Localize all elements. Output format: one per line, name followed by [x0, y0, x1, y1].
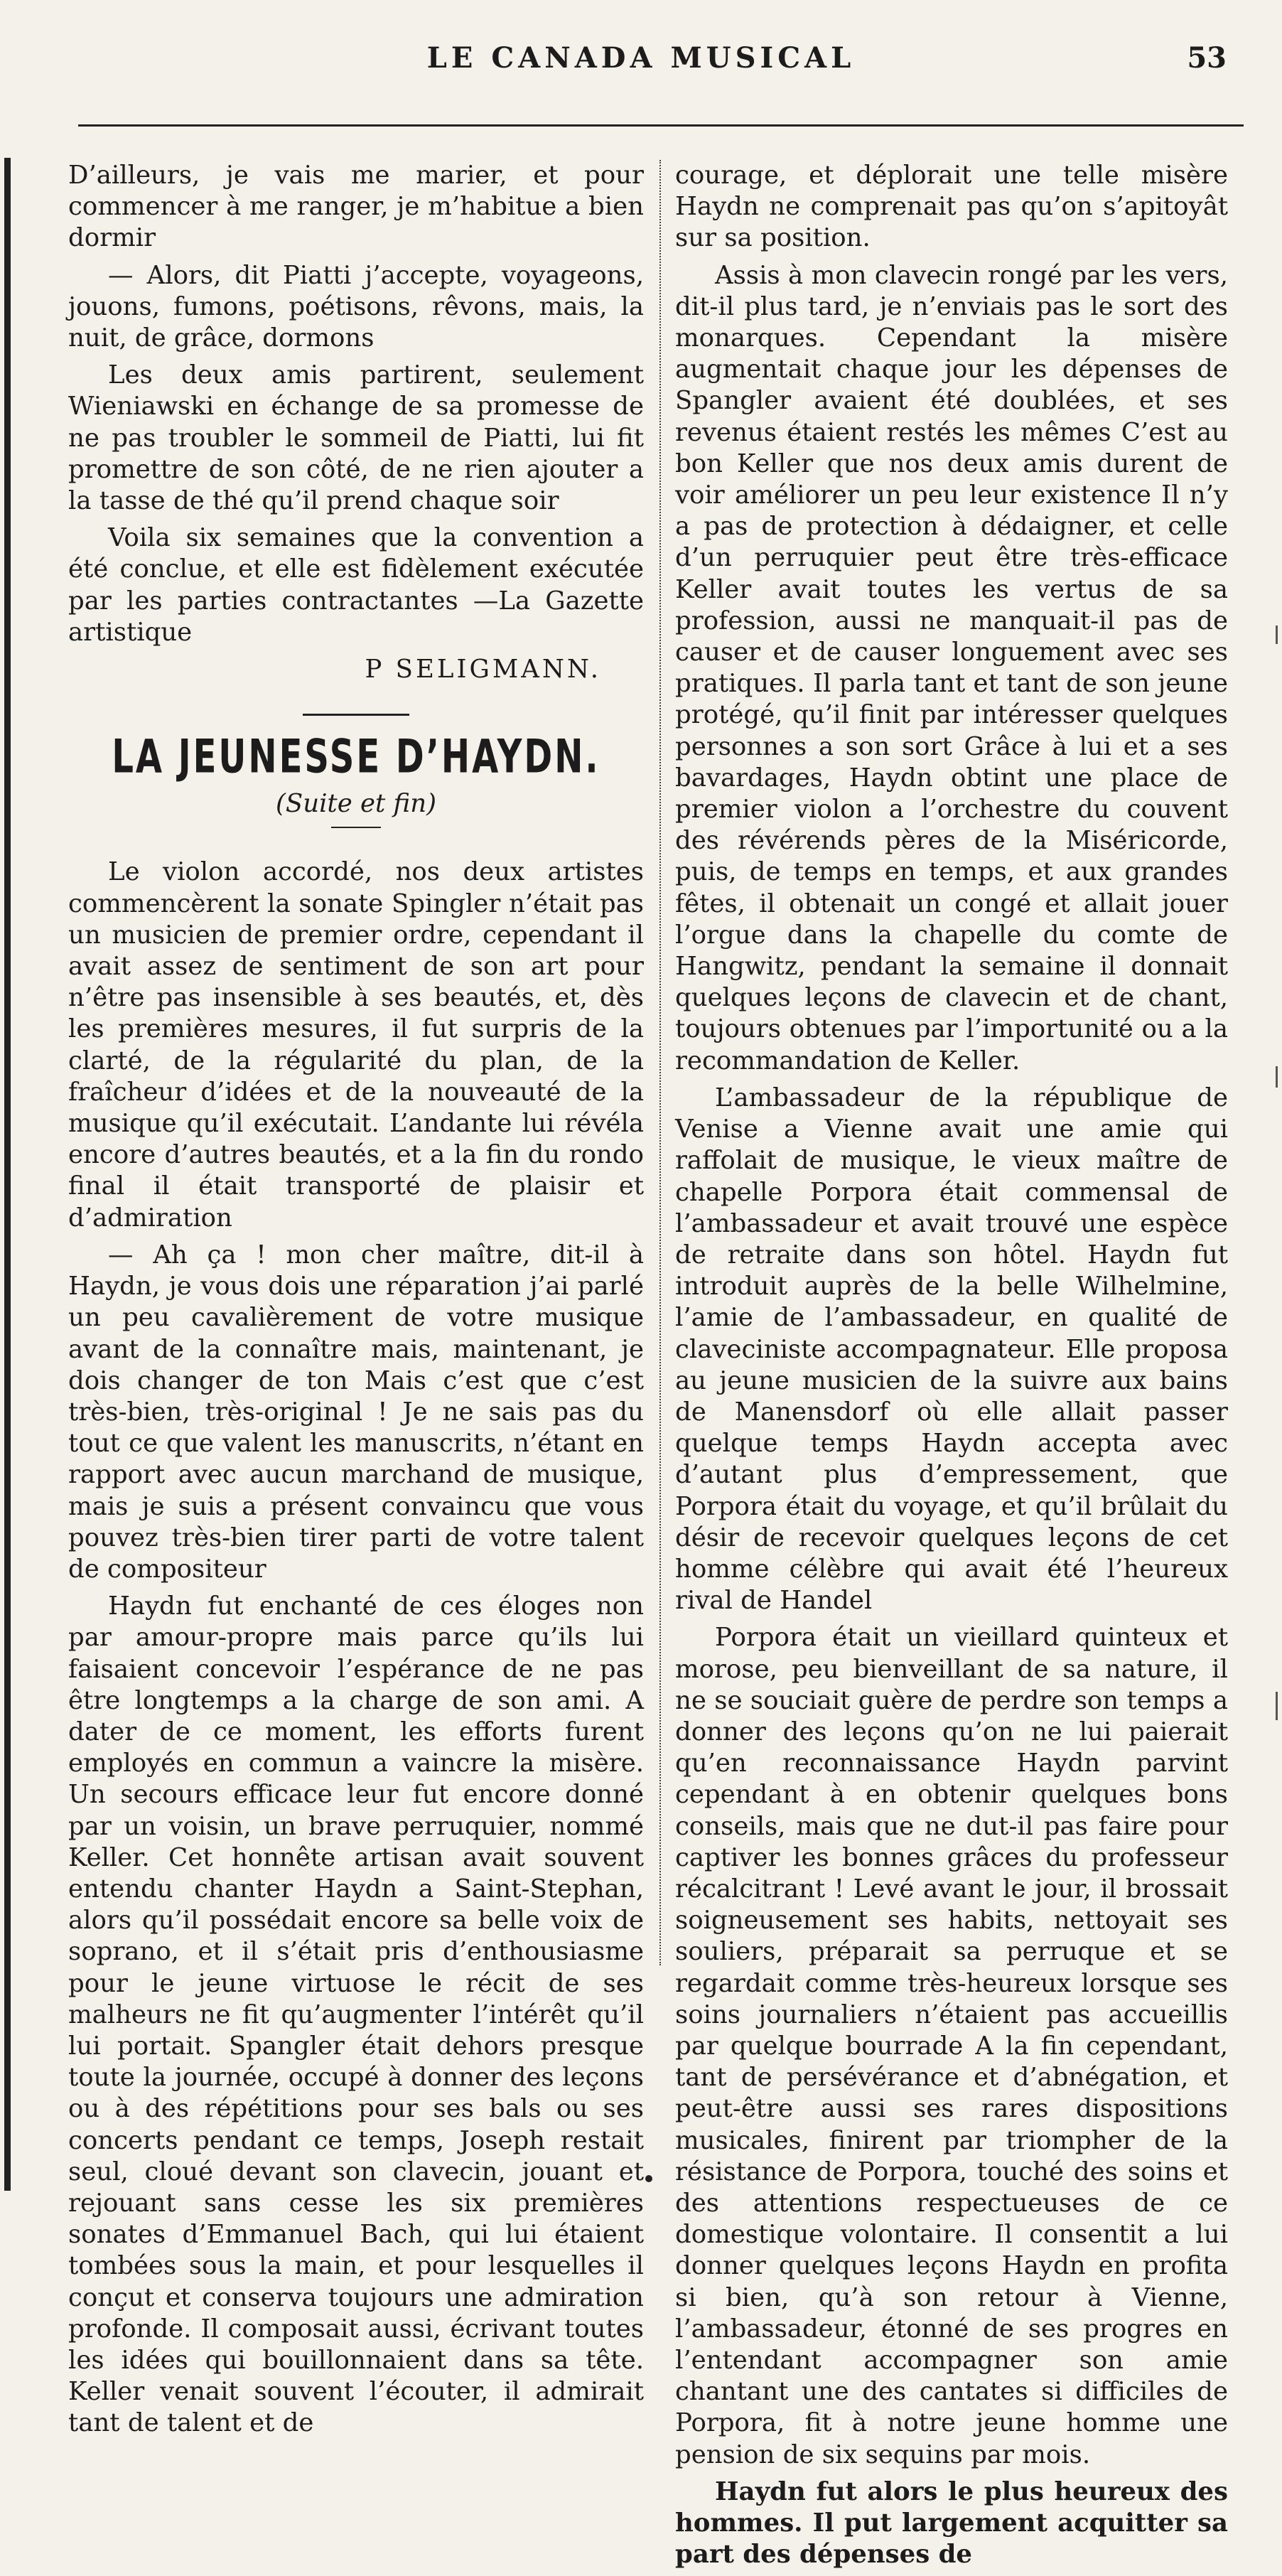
- paragraph: — Ah ça ! mon cher maître, dit-il à Haydn, je vous dois une réparation j’ai parlé un peu cavalièrement de votre musique avant de la connaître mais, maintenant, je dois changer de ton Mais c’est que c’est très-bien, très-original ! Je ne sais pas du tout ce que valent les manuscrits, n’étant en rapport avec aucun marchand de musique, mais je suis a présent convaincu que vous pouvez très-bien tirer parti de votre talent de compositeur: [68, 1240, 644, 1584]
- article-subtitle: (Suite et fin): [276, 789, 436, 819]
- paragraph: Porpora était un vieillard quinteux et morose, peu bienveillant de sa nature, il ne se souciait guère de perdre son temps a donner des leçons qu’on ne lui paierait qu’en reconnaissance Haydn parvint cependant à en obtenir quelques bons conseils, mais que ne dut-il pas faire pour captiver les bonnes grâces du professeur récalcitrant ! Levé avant le jour, il brossait soigneusement ses habits, nettoyait ses souliers, préparait sa perruque et se regardait comme très-heureux lorsque ses soins journaliers n’étaient pas accueillis par quelque bourrade A la fin cependant, tant de persévérance et d’abnégation, et peut-être aussi ses rares dispositions musicales, finirent par triompher de la résistance de Porpora, touché des soins et des attentions respectueuses de ce domestique volontaire. Il consentit a lui donner quelques leçons Haydn en profita si bien, qu’à son retour à Vienne, l’ambassadeur, étonné de ses progres en l’entendant accompagner son amie chantant une des cantates si difficiles de Porpora, fit à notre jeune homme une pension de six sequins par mois.: [675, 1623, 1228, 2469]
- page-number: 53: [1187, 41, 1227, 75]
- edge-mark: [1276, 626, 1278, 644]
- paragraph: D’ailleurs, je vais me marier, et pour commencer à me ranger, je m’habitue a bien dormir: [68, 161, 644, 253]
- paragraph: Les deux amis partirent, seulement Wieniawski en échange de sa promesse de ne pas troubler le sommeil de Piatti, lui fit promettre de son côté, de ne rien ajouter a la tasse de thé qu’il prend chaque soir: [68, 360, 644, 516]
- journal-title: LE CANADA MUSICAL: [426, 41, 856, 75]
- paragraph: Voila six semaines que la convention a été conclue, et elle est fidèlement exécutée par les parties contractantes —La Gazette artistique: [68, 523, 644, 647]
- page-dot: [645, 2175, 652, 2182]
- section-rule: [303, 714, 409, 716]
- header-rule: [78, 124, 1244, 127]
- left-column: [68, 160, 644, 2445]
- right-column: [675, 160, 1228, 2576]
- edge-mark: [1276, 1066, 1278, 1088]
- paragraph: Assis à mon clavecin rongé par les vers, dit-il plus tard, je n’enviais pas le sort des monarques. Cependant la misère augmentait chaque jour les dépenses de Spangler avaient été doublées, et ses revenus étaient restés les mêmes C’est au bon Keller que nos deux amis durent de voir améliorer un peu leur existence Il n’y a pas de protection à dédaigner, et celle d’un perruquier peut être très-efficace Keller avait toutes les vertus de sa profession, aussi ne manquait-il pas de causer et de causer longuement avec ses pratiques. Il parla tant et tant de son jeune protégé, qu’il finit par intéresser quelques personnes a son sort Grâce à lui et a ses bavardages, Haydn obtint une place de premier violon a l’orchestre du couvent des révérends pères de la Miséricorde, puis, de temps en temps, et aux grandes fêtes, il obtenait un congé et allait jouer l’orgue dans la chapelle du comte de Hangwitz, pendant la semaine il donnait quelques leçons de clavecin et de chant, toujours obtenues par l’importunité ou a la recommandation de Keller.: [675, 260, 1228, 1075]
- column-divider: [659, 160, 661, 1965]
- paragraph: L’ambassadeur de la république de Venise a Vienne avait une amie qui raffolait de musique, le vieux maître de chapelle Porpora était commensal de l’ambassadeur et avait trouvé une espèce de retraite dans son hôtel. Haydn fut introduit auprès de la belle Wilhelmine, l’amie de l’ambassadeur, en qualité de claveciniste accompagnateur. Elle proposa au jeune musicien de la suivre aux bains de Manensdorf où elle allait passer quelque temps Haydn accepta avec d’autant plus d’empressement, que Porpora était du voyage, et qu’il brûlait du désir de recevoir quelques leçons de cet homme célèbre qui avait été l’heureux rival de Handel: [675, 1083, 1228, 1616]
- paragraph: Le violon accordé, nos deux artistes commencèrent la sonate Spingler n’était pas un musicien de premier ordre, cependant il avait assez de sentiment de son art pour n’être pas insensible à ses beautés, et, dès les premières mesures, il fut surpris de la clarté, de la régularité du plan, de la fraîcheur d’idées et de la nouveauté de la musique qu’il exécutait. L’andante lui révéla encore d’autres beautés, et a la fin du rondo final il était transporté de plaisir et d’admiration: [68, 857, 644, 1233]
- running-head: [0, 41, 1282, 84]
- subtitle-rule: [331, 827, 381, 828]
- margin-bar: [4, 158, 11, 2191]
- paragraph: Haydn fut alors le plus heureux des hommes. Il put largement acquitter sa part des dépenses de: [675, 2476, 1228, 2570]
- edge-mark: [1276, 1692, 1278, 1720]
- paragraph: courage, et déplorait une telle misère Haydn ne comprenait pas qu’on s’apitoyât sur sa position.: [675, 161, 1228, 253]
- signature: P SELIGMANN.: [365, 655, 601, 685]
- article-title: LA JEUNESSE D’HAYDN.: [112, 730, 600, 785]
- paragraph: Haydn fut enchanté de ces éloges non par amour-propre mais parce qu’ils lui faisaient concevoir l’espérance de ne pas être longtemps a la charge de son ami. A dater de ce moment, les efforts furent employés en commun a vaincre la misère. Un secours efficace leur fut encore donné par un voisin, un brave perruquier, nommé Keller. Cet honnête artisan avait souvent entendu chanter Haydn a Saint-Stephan, alors qu’il possédait encore sa belle voix de soprano, et il s’était pris d’enthousiasme pour le jeune virtuose le récit de ses malheurs ne fit qu’augmenter l’intérêt qu’il lui portait. Spangler était dehors presque toute la journée, occupé à donner des leçons ou à des répétitions pour ses bals ou ses concerts pendant ce temps, Joseph restait seul, cloué devant son clavecin, jouant et rejouant sans cesse les six premières sonates d’Emmanuel Bach, qui lui étaient tombées sous la main, et pour lesquelles il conçut et conserva toujours une admiration profonde. Il composait aussi, écrivant toutes les idées qui bouillonnaient dans sa tête. Keller venait souvent l’écouter, il admirait tant de talent et de: [68, 1592, 644, 2438]
- paragraph: — Alors, dit Piatti j’accepte, voyageons, jouons, fumons, poétisons, rêvons, mais, la nuit, de grâce, dormons: [68, 260, 644, 353]
